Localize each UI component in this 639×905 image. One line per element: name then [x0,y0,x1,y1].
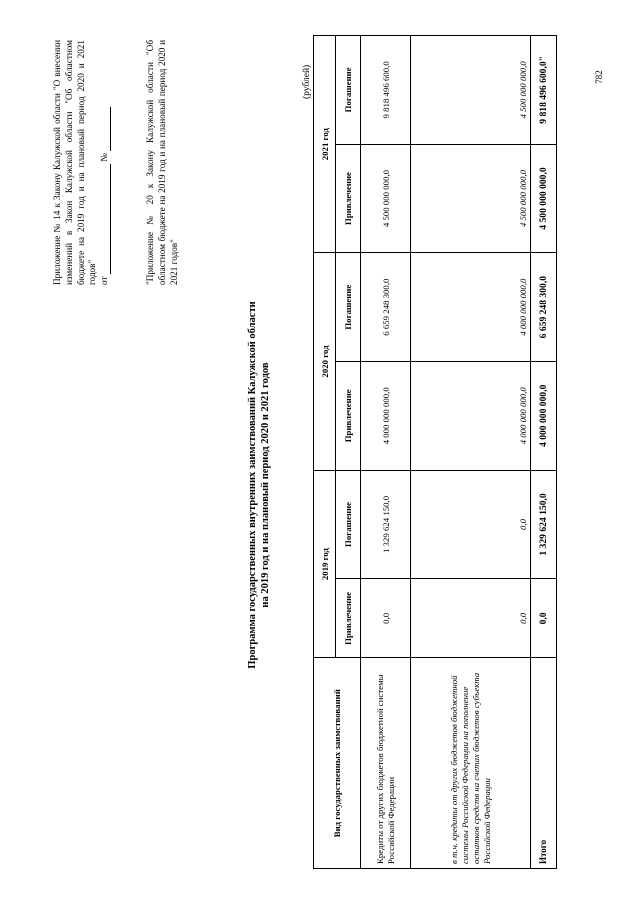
borrowing-program-table [313,35,557,869]
value-repay-2021: 9 818 496 600,0 [361,36,411,145]
page-number: 782 [593,70,604,84]
header-kind: Вид государственных заимствований [314,658,361,869]
row-kind: Итого [531,658,557,869]
value-repay-2021: 4 500 000 000,0 [411,36,531,145]
appendix-header [52,40,180,285]
header-attract-2020: Привлечение [336,361,361,470]
header-repay-2019: Погашение [336,470,361,579]
table-row [411,36,531,869]
header-year-2020: 2020 год [314,253,336,470]
value-repay-2020: 4 000 000 000,0 [411,253,531,362]
value-repay-2019: 1 329 624 150,0 [361,470,411,579]
header-repay-2020: Погашение [336,253,361,362]
appendix-reference: Приложение № 14 к Закону Калужской области "О внесении изменений в Закон Калужской области "Об областном бюджете на 2019 год и на плановый период 2020 и 2021 годов" [52,40,98,285]
header-repay-2021: Погашение [336,36,361,145]
value-repay-2019: 1 329 624 150,0 [531,470,557,579]
date-prefix: от [99,276,110,285]
document-title [246,185,272,785]
header-year-2021: 2021 год [314,36,336,253]
value-attract-2021: 4 500 000 000,0 [361,144,411,253]
table-row-total [531,36,557,869]
title-line-2: на 2019 год и на плановый период 2020 и 2021 годов [260,362,271,608]
value-repay-2019: 0,0 [411,470,531,579]
value-attract-2019: 0,0 [361,579,411,658]
number-prefix: № [99,153,110,162]
header-attract-2019: Привлечение [336,579,361,658]
table-row [361,36,411,869]
value-attract-2019: 0,0 [411,579,531,658]
value-repay-2020: 6 659 248 300,0 [361,253,411,362]
date-number-line [99,40,111,285]
value-repay-2021: 9 818 496 600,0" [531,36,557,145]
title-line-1: Программа государственных внутренних заимствований Калужской области [247,301,258,669]
value-attract-2020: 4 000 000 000,0 [411,361,531,470]
value-attract-2021: 4 500 000 000,0 [411,144,531,253]
number-blank [101,107,111,151]
value-attract-2019: 0,0 [531,579,557,658]
row-kind: в т.ч. кредиты от других бюджетов бюджетной системы Российской Федерации на пополнение остатков средств на счетах бюджетов субъекта Российской Федерации [411,658,531,869]
header-year-2019: 2019 год [314,470,336,658]
previous-appendix-reference: "Приложение № 20 к Закону Калужской области "Об областном бюджете на 2019 год и на плановый период 2020 и 2021 годов" [144,40,179,285]
value-attract-2020: 4 000 000 000,0 [531,361,557,470]
unit-label: (рублей) [302,64,312,99]
value-attract-2021: 4 500 000 000,0 [531,144,557,253]
value-attract-2020: 4 000 000 000,0 [361,361,411,470]
header-attract-2021: Привлечение [336,144,361,253]
date-blank [101,164,111,274]
value-repay-2020: 6 659 248 300,0 [531,253,557,362]
row-kind: Кредиты от других бюджетов бюджетной системы Российской Федерации [361,658,411,869]
